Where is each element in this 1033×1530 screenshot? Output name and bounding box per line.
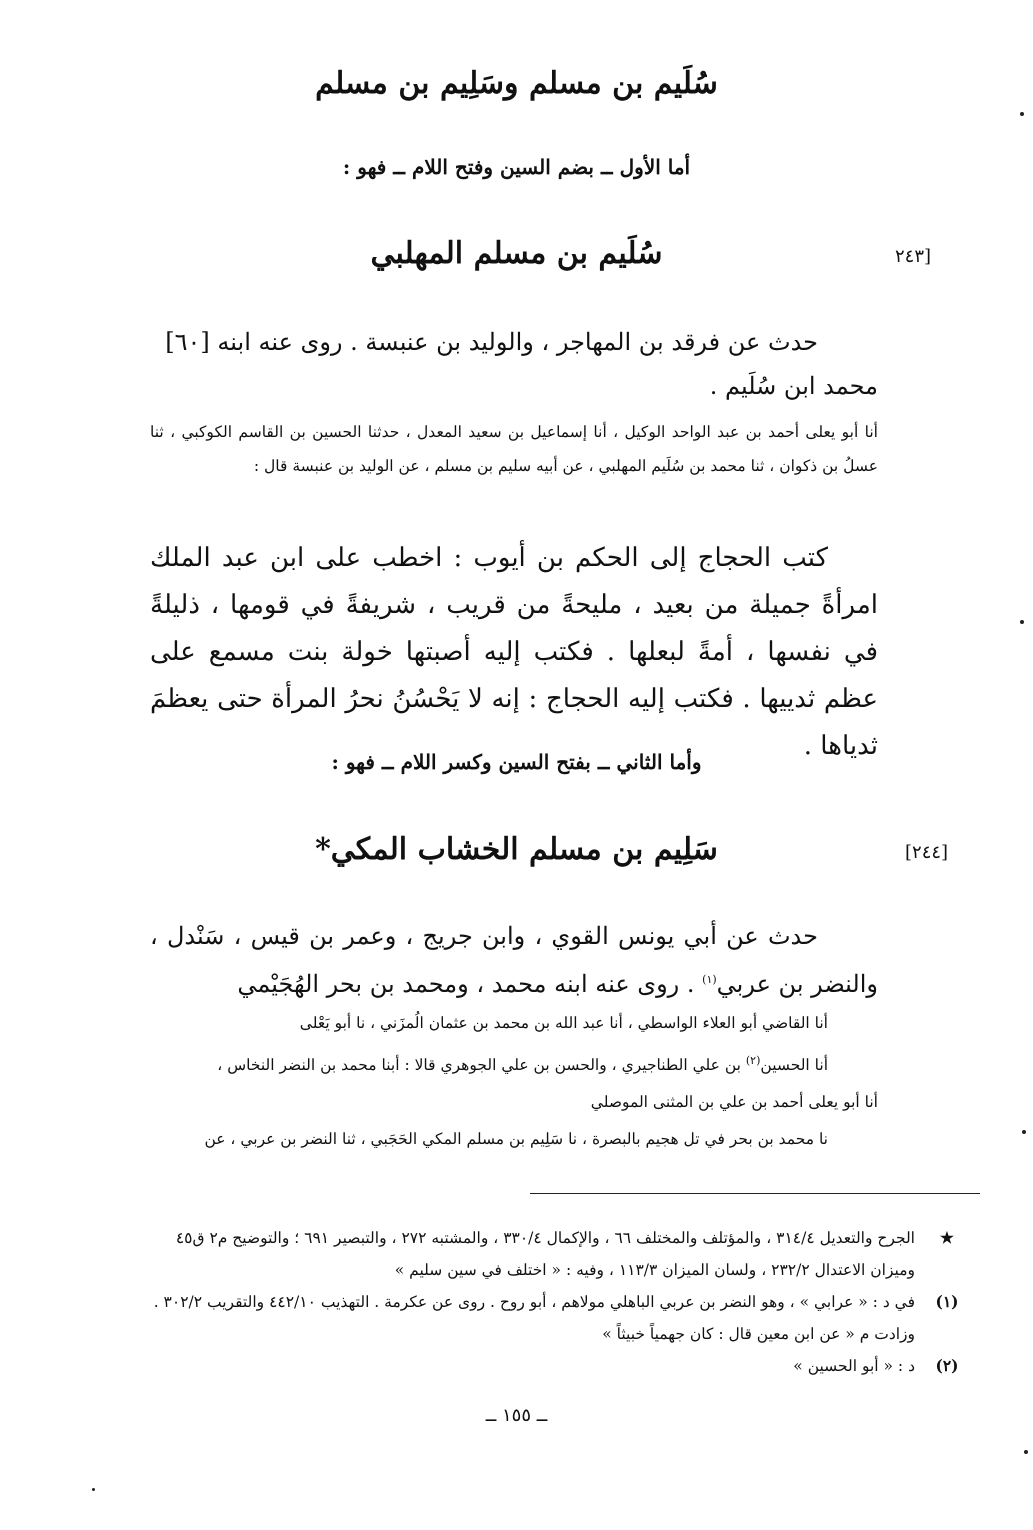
footnote-text: في د : « عرابي » ، وهو النضر بن عربي الباهلي مولاهم ، أبو روح . روى عن عكرمة . التهذيب ٤٤٢/١٠ والتقريب ٣٠٢/٢ . وزادت م « عن ابن معين قال : كان جهمياً خبيثاً » — [153, 1293, 915, 1343]
isnad-line: أنا أبو يعلى أحمد بن علي بن المثنى الموصلي — [590, 1093, 878, 1112]
entry-number-244: [٢٤٤] — [905, 842, 949, 863]
footnote-mark: ★ — [940, 1228, 954, 1247]
entry-number-243: [٢٤٣ — [895, 246, 932, 267]
entry-244-bio — [150, 914, 878, 1006]
isnad-line: نا محمد بن بحر في تل هجيم بالبصرة ، نا سَلِيم بن مسلم المكي الحَجَبي ، ثنا النضر بن عربي ، عن — [204, 1130, 828, 1149]
entry-243-bio — [150, 320, 878, 408]
page-number: ــ ١٥٥ ــ — [485, 1405, 548, 1426]
scan-speck — [1020, 112, 1024, 116]
entry-243-matn-text: كتب الحجاج إلى الحكم بن أيوب : اخطب على ابن عبد الملك امرأةً جميلة من بعيد ، مليحةً من قريب ، شريفةً في قومها ، ذليلةً في نفسها ، أمةً لبعلها . فكتب إليه أصبتها خولة بنت مسمع على عظم ثدييها . فكتب إليه الحجاج : إنه لا يَحْسُنُ نحرُ المرأة حتى يعظمَ ثدياها . — [150, 543, 878, 761]
isnad-line — [150, 1042, 878, 1084]
footnote-ref-1[interactable]: (١) — [702, 973, 717, 986]
scan-speck — [1022, 1130, 1026, 1134]
isnad-line-2b: بن علي الطناجيري ، والحسن بن علي الجوهري قالا : أبنا محمد بن النضر النخاس ، — [217, 1056, 746, 1075]
isnad-line: أنا القاضي أبو العلاء الواسطي ، أنا عبد الله بن محمد بن عثمان الُمزَني ، نا أبو يَعْلى — [299, 1014, 828, 1032]
footnote-2 — [150, 1350, 960, 1382]
page-title: سُلَيم بن مسلم وسَلِيم بن مسلم — [315, 66, 718, 101]
entry-244-isnad — [150, 1005, 878, 1158]
scan-speck — [92, 1488, 95, 1491]
footnote-text: الجرح والتعديل ٣١٤/٤ ، والمؤتلف والمختلف ٦٦ ، والإكمال ٣٣٠/٤ ، والمشتبه ٢٧٢ ، والتبصير ٦٩١ ؛ والتوضيح م٢ ق٤٥ وميزان الاعتدال ٢٣٢/٢ ، ولسان الميزان ١١٣/٣ ، وفيه : « اختلف في سين سليم » — [175, 1229, 915, 1279]
footnote-1 — [150, 1286, 960, 1350]
footnote-ref-2[interactable]: (٢) — [745, 1054, 761, 1067]
footnote-star — [150, 1222, 960, 1286]
entry-243-bio-text: حدث عن فرقد بن المهاجر ، والوليد بن عنبسة . روى عنه ابنه [٦٠] محمد ابن سُلَيم . — [165, 328, 878, 400]
entry-244-bio-part1: حدث عن أبي يونس القوي ، وابن جريج ، وعمر بن قيس ، سَنْدل ، والنضر بن عربي — [150, 922, 878, 998]
entry-243-isnad: أنا أبو يعلى أحمد بن عبد الواحد الوكيل ، أنا إسماعيل بن سعيد المعدل ، حدثنا الحسين بن القاسم الكوكبي ، ثنا عسلُ بن ذكوان ، ثنا محمد بن سُلَيم المهلبي ، عن أبيه سليم بن مسلم ، عن الوليد بن عنبسة قال : — [150, 423, 878, 475]
isnad-line-2a: أنا الحسين — [760, 1056, 828, 1075]
scan-speck — [1024, 1450, 1028, 1454]
entry-heading-243: سُلَيم بن مسلم المهلبي — [370, 236, 663, 271]
footnote-mark: (٢) — [935, 1356, 959, 1375]
footnote-mark: (١) — [935, 1292, 959, 1311]
scan-speck — [1020, 620, 1024, 624]
footnote-divider — [530, 1193, 980, 1194]
entry-243-matn — [150, 535, 878, 770]
section1-intro: أما الأول ــ بضم السين وفتح اللام ــ فهو : — [342, 155, 691, 179]
entry-heading-244: سَلِيم بن مسلم الخشاب المكي* — [315, 832, 718, 867]
footnote-text: د : « أبو الحسين » — [793, 1357, 915, 1375]
section2-intro: وأما الثاني ــ بفتح السين وكسر اللام ــ فهو : — [331, 750, 702, 774]
entry-244-bio-part2: . روى عنه ابنه محمد ، ومحمد بن بحر الهُجَيْمي — [237, 970, 703, 998]
